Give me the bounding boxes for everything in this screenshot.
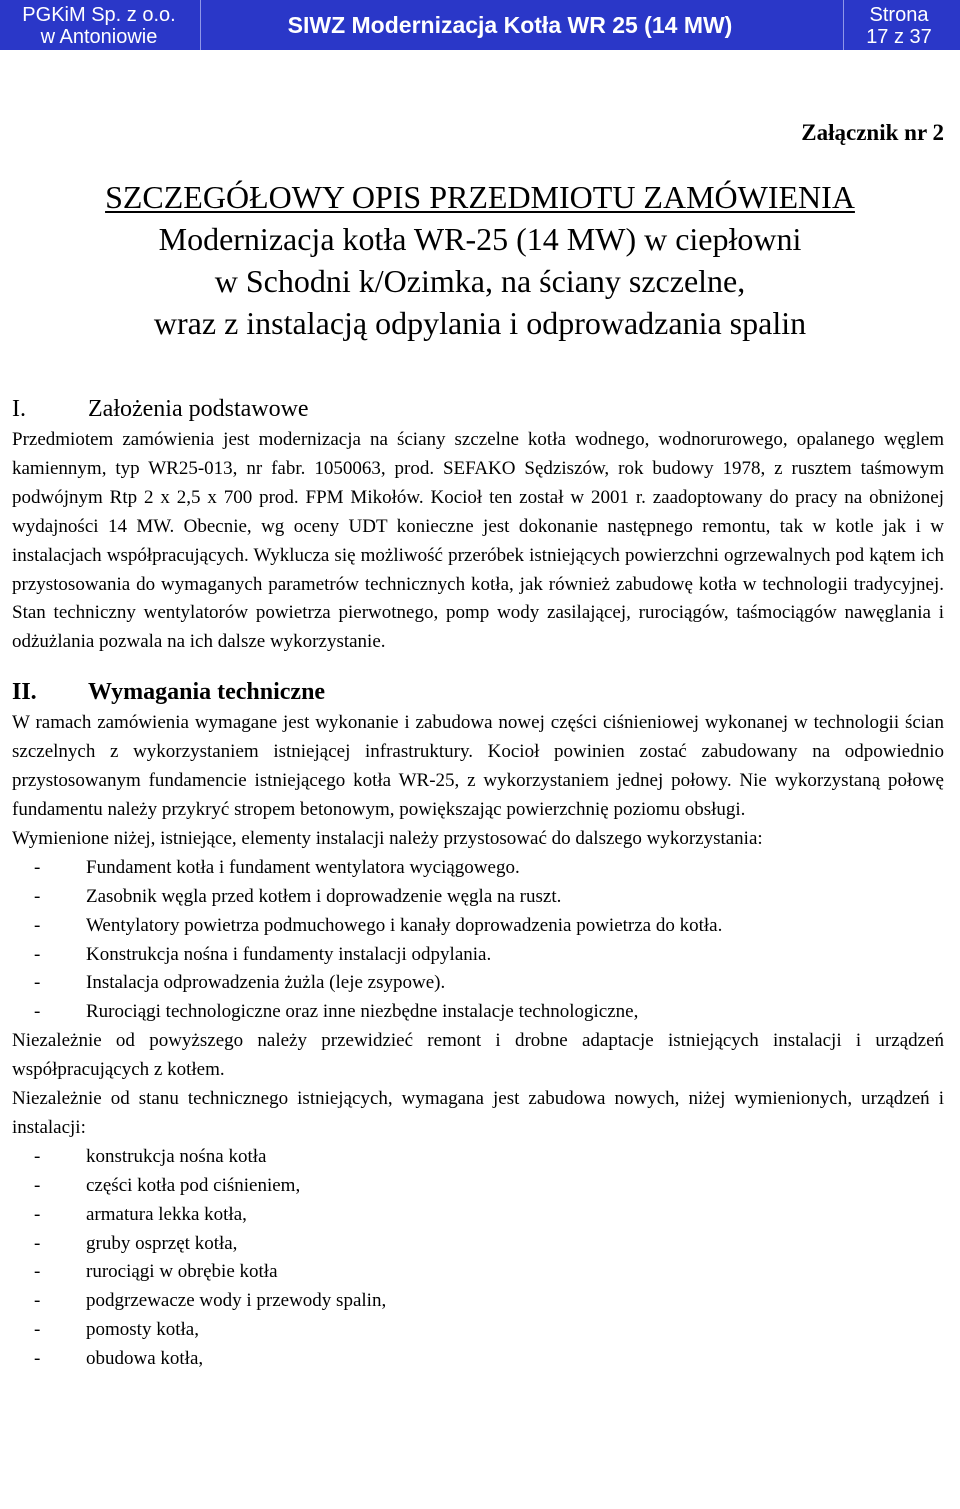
list-dash: - bbox=[34, 1145, 41, 1167]
spacer bbox=[12, 657, 944, 675]
title-line: w Schodni k/Ozimka, na ściany szczelne, bbox=[214, 263, 746, 299]
header-page-label: Strona bbox=[869, 4, 929, 26]
list-item-text: Instalacja odprowadzenia żużla (leje zsypowe). bbox=[86, 972, 446, 994]
list-item bbox=[12, 1316, 944, 1345]
list-dash: - bbox=[34, 1319, 41, 1341]
list-item bbox=[12, 1287, 944, 1316]
list-dash: - bbox=[34, 1261, 41, 1283]
section-number: I. bbox=[12, 396, 26, 422]
header-page-number: 17 z 37 bbox=[866, 26, 932, 48]
header-company-name: PGKiM Sp. z o.o. bbox=[22, 4, 176, 26]
list-item-text: Konstrukcja nośna i fundamenty instalacji odpylania. bbox=[86, 943, 492, 965]
list-dash: - bbox=[34, 914, 41, 936]
section-number: II. bbox=[12, 679, 37, 706]
list-item-text: konstrukcja nośna kotła bbox=[86, 1145, 267, 1167]
list-item-text: gruby osprzęt kotła, bbox=[86, 1232, 238, 1254]
list-dash: - bbox=[34, 1203, 41, 1225]
header-page bbox=[844, 4, 954, 48]
list-dash: - bbox=[34, 1348, 41, 1370]
header-title: SIWZ Modernizacja Kotła WR 25 (14 MW) bbox=[287, 12, 733, 38]
page-header bbox=[0, 0, 960, 50]
document-title bbox=[10, 176, 950, 344]
list-item bbox=[12, 1201, 944, 1230]
list-item-text: podgrzewacze wody i przewody spalin, bbox=[86, 1290, 387, 1312]
list-item-text: Zasobnik węgla przed kotłem i doprowadzenie węgla na ruszt. bbox=[86, 885, 562, 907]
section-paragraph: W ramach zamówienia wymagane jest wykonanie i zabudowa nowej części ciśnieniowej wykonanej w technologii ścian szczelnych z wykorzystaniem istniejącej infrastruktury. Kocioł powinien zostać zabudowany na odpowiednio przystosowanym fundamencie istniejącego kotła WR-25, z wykorzystaniem jednej połowy. Nie wykorzystaną połowę fundamentu należy przykryć stropem betonowym, powiększając powierzchnię poziomu obsługi. bbox=[12, 712, 944, 820]
header-company bbox=[4, 4, 194, 48]
list-item-text: Fundament kotła i fundament wentylatora wyciągowego. bbox=[86, 856, 520, 878]
attachment-label: Załącznik nr 2 bbox=[801, 120, 944, 145]
section-paragraph: Przedmiotem zamówienia jest modernizacja na ściany szczelne kotła wodnego, wodnorurowego, opalanego węglem kamiennym, typ WR25-013, nr fabr. 1050063, prod. SEFAKO Sędziszów, rok budowy 1978, z rusztem taśmowym podwójnym Rtp 2 x 2,5 x 700 prod. FPM Mikołów. Kocioł ten został w 2001 r. zaadoptowany do pracy na obniżonej wydajności 14 MW. Obecnie, wg oceny UDT konieczne jest dokonanie następnego remontu, tak w kotle jak i w instalacjach współpracujących. Wyklucza się możliwość przeróbek istniejących powierzchni ogrzewalnych pod kątem ich przystosowania do wymaganych parametrów technicznych kotła, jak również zabudowę kotła w technologii tradycyjnej. Stan techniczny wentylatorów powietrza pierwotnego, pomp wody zasilającej, rurociągów, taśmociągów nawęglania i odżużlania pozwala na ich dalsze wykorzystanie. bbox=[12, 429, 944, 653]
list-dash: - bbox=[34, 856, 41, 878]
section-paragraph: Niezależnie od stanu technicznego istniejących, wymagana jest zabudowa nowych, niżej wymienionych, urządzeń i instalacji: bbox=[12, 1088, 944, 1138]
list-item bbox=[12, 912, 944, 941]
new-elements-list bbox=[12, 1143, 944, 1374]
list-dash: - bbox=[34, 1001, 41, 1023]
list-dash: - bbox=[34, 943, 41, 965]
list-item-text: pomosty kotła, bbox=[86, 1319, 199, 1341]
section-title: Wymagania techniczne bbox=[88, 679, 326, 706]
title-line: wraz z instalacją odpylania i odprowadzania spalin bbox=[153, 305, 807, 341]
list-item-text: części kotła pod ciśnieniem, bbox=[86, 1174, 301, 1196]
list-item bbox=[12, 969, 944, 998]
list-item-text: armatura lekka kotła, bbox=[86, 1203, 247, 1225]
title-line: SZCZEGÓŁOWY OPIS PRZEDMIOTU ZAMÓWIENIA bbox=[105, 179, 855, 215]
list-item bbox=[12, 998, 944, 1027]
list-dash: - bbox=[34, 1232, 41, 1254]
list-dash: - bbox=[34, 1174, 41, 1196]
list-item bbox=[12, 854, 944, 883]
section-paragraph: Niezależnie od powyższego należy przewidzieć remont i drobne adaptacje istniejących instalacji i urządzeń współpracujących z kotłem. bbox=[12, 1030, 944, 1081]
list-dash: - bbox=[34, 885, 41, 907]
list-item bbox=[12, 1172, 944, 1201]
section-heading bbox=[12, 392, 944, 426]
list-item bbox=[12, 1230, 944, 1259]
section-title: Założenia podstawowe bbox=[88, 396, 309, 422]
list-item-text: Rurociągi technologiczne oraz inne niezbędne instalacje technologiczne, bbox=[86, 1001, 639, 1023]
existing-elements-list bbox=[12, 854, 944, 1027]
list-item bbox=[12, 883, 944, 912]
section-heading bbox=[12, 675, 944, 709]
section-paragraph: Wymienione niżej, istniejące, elementy instalacji należy przystosować do dalszego wykorzystania: bbox=[12, 827, 763, 849]
list-item-text: rurociągi w obrębie kotła bbox=[86, 1261, 278, 1283]
document-body bbox=[12, 392, 944, 1374]
list-item-text: obudowa kotła, bbox=[86, 1348, 204, 1370]
list-item bbox=[12, 1143, 944, 1172]
list-item-text: Wentylatory powietrza podmuchowego i kanały doprowadzenia powietrza do kotła. bbox=[86, 914, 723, 936]
list-dash: - bbox=[34, 972, 41, 994]
list-dash: - bbox=[34, 1290, 41, 1312]
list-item bbox=[12, 1345, 944, 1374]
list-item bbox=[12, 1258, 944, 1287]
title-line: Modernizacja kotła WR-25 (14 MW) w ciepłowni bbox=[158, 221, 802, 257]
header-company-location: w Antoniowie bbox=[40, 26, 158, 48]
list-item bbox=[12, 941, 944, 970]
